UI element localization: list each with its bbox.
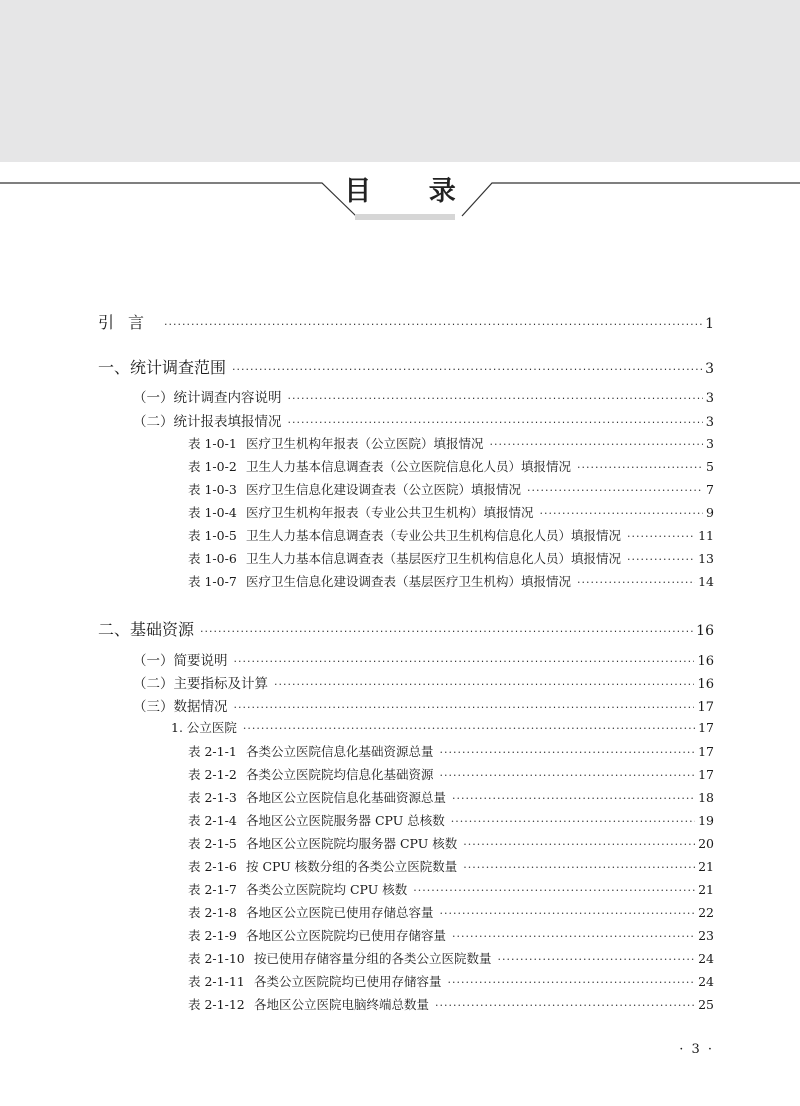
toc-entry-page: 16 bbox=[697, 654, 714, 669]
table-code: 表 1-0-3 bbox=[188, 482, 237, 497]
table-code: 表 2-1-3 bbox=[188, 790, 237, 805]
toc-entry-label bbox=[188, 857, 457, 875]
toc-entry-page: 20 bbox=[698, 836, 714, 851]
toc-entry-label: （二）主要指标及计算 bbox=[133, 676, 268, 692]
toc-subsection[interactable] bbox=[133, 386, 714, 408]
dot-leader bbox=[234, 701, 695, 714]
dot-leader bbox=[577, 576, 695, 589]
toc-entry-page: 19 bbox=[698, 813, 714, 828]
toc-subsection[interactable] bbox=[133, 649, 714, 671]
toc-entry-page: 1 bbox=[705, 316, 714, 332]
table-code: 表 1-0-6 bbox=[188, 551, 237, 566]
toc-section-1[interactable] bbox=[98, 355, 714, 377]
table-title: 卫生人力基本信息调查表（专业公共卫生机构信息化人员）填报情况 bbox=[246, 528, 622, 543]
dot-leader bbox=[490, 438, 704, 451]
toc-entry-intro[interactable] bbox=[98, 310, 714, 332]
toc-entry-page: 24 bbox=[698, 974, 714, 989]
table-title: 医疗卫生机构年报表（专业公共卫生机构）填报情况 bbox=[246, 505, 534, 520]
toc-table-entry[interactable] bbox=[188, 526, 714, 548]
toc-table-entry[interactable] bbox=[188, 811, 714, 833]
table-code: 表 1-0-5 bbox=[188, 528, 237, 543]
table-code: 表 2-1-7 bbox=[188, 882, 237, 897]
toc-entry-page: 21 bbox=[698, 882, 714, 897]
table-title: 各地区公立医院信息化基础资源总量 bbox=[246, 790, 447, 805]
table-title: 各地区公立医院院均已使用存储容量 bbox=[246, 928, 447, 943]
dot-leader bbox=[463, 838, 695, 851]
dot-leader bbox=[577, 461, 703, 474]
table-title: 各地区公立医院服务器 CPU 总核数 bbox=[246, 813, 445, 828]
toc-entry-label bbox=[188, 526, 621, 544]
toc-entry-label bbox=[188, 903, 434, 921]
toc-table-entry[interactable] bbox=[188, 457, 714, 479]
table-title: 按 CPU 核数分组的各类公立医院数量 bbox=[246, 859, 458, 874]
dot-leader bbox=[452, 930, 695, 943]
toc-entry-page: 23 bbox=[698, 928, 714, 943]
table-code: 表 2-1-12 bbox=[188, 997, 245, 1012]
toc-entry-page: 17 bbox=[698, 767, 714, 782]
toc-table-entry[interactable] bbox=[188, 788, 714, 810]
toc-entry-label: 引言 bbox=[98, 313, 159, 332]
dot-leader bbox=[288, 416, 703, 429]
dot-leader bbox=[435, 999, 695, 1012]
toc-table-entry[interactable] bbox=[188, 572, 714, 594]
dot-leader bbox=[463, 861, 695, 874]
toc-entry-label bbox=[188, 834, 457, 852]
table-code: 表 2-1-2 bbox=[188, 767, 237, 782]
table-title: 各地区公立医院电脑终端总数量 bbox=[254, 997, 430, 1012]
dot-leader bbox=[200, 625, 693, 638]
toc-subsection[interactable] bbox=[133, 695, 714, 717]
toc-entry-label bbox=[188, 503, 534, 521]
toc-entry-label: 一、统计调查范围 bbox=[98, 358, 227, 377]
toc-entry-page: 14 bbox=[698, 574, 714, 589]
toc-entry-page: 21 bbox=[698, 859, 714, 874]
table-code: 表 2-1-8 bbox=[188, 905, 237, 920]
table-code: 表 1-0-1 bbox=[188, 436, 237, 451]
toc-entry-label bbox=[188, 572, 571, 590]
dot-leader bbox=[527, 484, 703, 497]
table-title: 医疗卫生信息化建设调查表（基层医疗卫生机构）填报情况 bbox=[246, 574, 572, 589]
toc-entry-page: 7 bbox=[706, 482, 714, 497]
toc-entry-page: 16 bbox=[696, 623, 714, 639]
toc-table-entry[interactable] bbox=[188, 857, 714, 879]
toc-entry-label bbox=[188, 788, 446, 806]
toc-entry-label bbox=[188, 811, 445, 829]
toc-entry-label bbox=[188, 949, 492, 967]
dot-leader bbox=[288, 392, 703, 405]
toc-table-entry[interactable] bbox=[188, 742, 714, 764]
toc-subsection[interactable] bbox=[133, 410, 714, 432]
dot-leader bbox=[498, 953, 696, 966]
toc-entry-label: （三）数据情况 bbox=[133, 699, 228, 715]
toc-entry-label bbox=[188, 742, 434, 760]
table-title: 各地区公立医院院均服务器 CPU 核数 bbox=[246, 836, 458, 851]
toc-table-entry[interactable] bbox=[188, 995, 714, 1017]
toc-entry-label bbox=[188, 434, 484, 452]
toc-entry-label: 二、基础资源 bbox=[98, 620, 195, 639]
dot-leader bbox=[451, 815, 695, 828]
toc-entry-page: 25 bbox=[698, 997, 714, 1012]
toc-entry-label bbox=[188, 995, 429, 1013]
toc-entry-page: 16 bbox=[697, 677, 714, 692]
toc-entry-page: 3 bbox=[705, 361, 714, 377]
toc-entry-page: 3 bbox=[706, 436, 714, 451]
table-title: 各类公立医院院均 CPU 核数 bbox=[246, 882, 408, 897]
toc-table-entry[interactable] bbox=[188, 480, 714, 502]
table-title: 医疗卫生机构年报表（公立医院）填报情况 bbox=[246, 436, 484, 451]
table-code: 表 1-0-7 bbox=[188, 574, 237, 589]
toc-entry-page: 3 bbox=[705, 415, 714, 430]
dot-leader bbox=[234, 655, 695, 668]
toc-table-entry[interactable] bbox=[188, 972, 714, 994]
dot-leader bbox=[440, 746, 696, 759]
toc-item[interactable] bbox=[171, 718, 714, 740]
toc-table-entry[interactable] bbox=[188, 903, 714, 925]
toc-entry-label bbox=[188, 457, 571, 475]
table-code: 表 2-1-4 bbox=[188, 813, 237, 828]
dot-leader bbox=[440, 907, 696, 920]
toc-entry-label bbox=[188, 972, 442, 990]
table-title: 按已使用存储容量分组的各类公立医院数量 bbox=[254, 951, 492, 966]
toc-table-entry[interactable] bbox=[188, 549, 714, 571]
toc-section-2[interactable] bbox=[98, 617, 714, 639]
table-code: 表 2-1-9 bbox=[188, 928, 237, 943]
toc-entry-page: 17 bbox=[697, 700, 714, 715]
dot-leader bbox=[413, 884, 695, 897]
toc-entry-page: 5 bbox=[706, 459, 714, 474]
dot-leader bbox=[540, 507, 704, 520]
table-code: 表 2-1-10 bbox=[188, 951, 245, 966]
toc-entry-label bbox=[188, 480, 521, 498]
table-title: 各类公立医院信息化基础资源总量 bbox=[246, 744, 434, 759]
toc-entry-page: 24 bbox=[698, 951, 714, 966]
table-code: 表 1-0-4 bbox=[188, 505, 237, 520]
toc-entry-page: 17 bbox=[698, 720, 714, 735]
dot-leader bbox=[243, 722, 695, 735]
toc-entry-label bbox=[188, 926, 446, 944]
table-title: 各类公立医院院均已使用存储容量 bbox=[254, 974, 442, 989]
dot-leader bbox=[452, 792, 695, 805]
table-code: 表 2-1-5 bbox=[188, 836, 237, 851]
toc-entry-label: （一）统计调查内容说明 bbox=[133, 390, 282, 406]
table-title: 各类公立医院院均信息化基础资源 bbox=[246, 767, 434, 782]
toc-table-entry[interactable] bbox=[188, 949, 714, 971]
page-title: 目 录 bbox=[344, 176, 480, 207]
toc-subsection[interactable] bbox=[133, 672, 714, 694]
dot-leader bbox=[440, 769, 696, 782]
dot-leader bbox=[627, 530, 695, 543]
dot-leader bbox=[448, 976, 696, 989]
toc-entry-label: （二）统计报表填报情况 bbox=[133, 414, 282, 430]
toc-entry-page: 3 bbox=[705, 391, 714, 406]
table-code: 表 1-0-2 bbox=[188, 459, 237, 474]
toc-table-entry[interactable] bbox=[188, 926, 714, 948]
toc-entry-label bbox=[188, 549, 621, 567]
toc-table-entry[interactable] bbox=[188, 434, 714, 456]
toc-table-entry[interactable] bbox=[188, 834, 714, 856]
toc-entry-label: （一）简要说明 bbox=[133, 653, 228, 669]
page-number: · 3 · bbox=[679, 1042, 714, 1057]
toc-entry-page: 13 bbox=[698, 551, 714, 566]
table-title: 卫生人力基本信息调查表（公立医院信息化人员）填报情况 bbox=[246, 459, 572, 474]
table-title: 各地区公立医院已使用存储总容量 bbox=[246, 905, 434, 920]
toc-entry-page: 17 bbox=[698, 744, 714, 759]
toc-entry-page: 9 bbox=[706, 505, 714, 520]
toc-entry-label bbox=[188, 880, 407, 898]
toc-entry-label: 1. 公立医院 bbox=[171, 720, 237, 735]
dot-leader bbox=[164, 318, 702, 331]
toc-entry-label bbox=[188, 765, 434, 783]
toc-table-entry[interactable] bbox=[188, 765, 714, 787]
table-code: 表 2-1-11 bbox=[188, 974, 245, 989]
toc-entry-page: 22 bbox=[698, 905, 714, 920]
dot-leader bbox=[627, 553, 695, 566]
toc-table-entry[interactable] bbox=[188, 503, 714, 525]
table-title: 卫生人力基本信息调查表（基层医疗卫生机构信息化人员）填报情况 bbox=[246, 551, 622, 566]
toc-entry-page: 18 bbox=[698, 790, 714, 805]
toc-table-entry[interactable] bbox=[188, 880, 714, 902]
table-code: 表 2-1-1 bbox=[188, 744, 237, 759]
table-title: 医疗卫生信息化建设调查表（公立医院）填报情况 bbox=[246, 482, 522, 497]
toc-entry-page: 11 bbox=[698, 528, 714, 543]
table-code: 表 2-1-6 bbox=[188, 859, 237, 874]
dot-leader bbox=[274, 678, 694, 691]
dot-leader bbox=[232, 363, 702, 376]
